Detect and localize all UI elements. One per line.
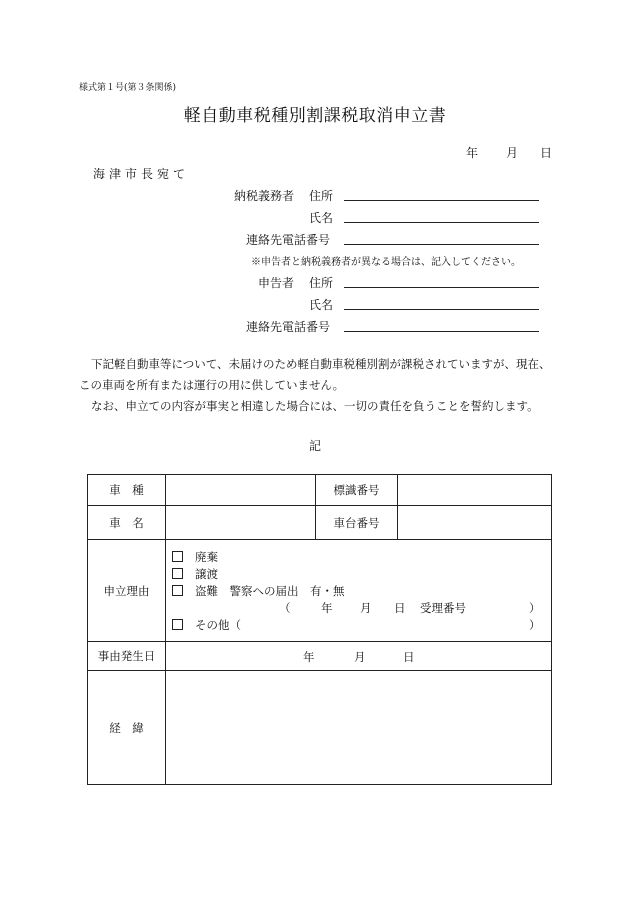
applicant-role-label: 申告者: [258, 276, 295, 290]
form-number: 様式第１号(第３条関係): [79, 83, 177, 93]
applicant-name-field[interactable]: [344, 309, 539, 310]
application-table: [87, 474, 552, 785]
ki-heading: 記: [308, 439, 321, 453]
applicant-name-label: 氏名: [309, 298, 334, 312]
theft-day-label: 日: [394, 600, 406, 615]
reason-other-row: [166, 617, 551, 634]
other-close: ）: [529, 617, 541, 632]
reason-scrap-checkbox[interactable]: [172, 551, 183, 562]
theft-receipt-label: 受理番号: [420, 600, 466, 615]
applicant-address-label: 住所: [309, 276, 334, 290]
plate-number-label: 標識番号: [316, 475, 398, 506]
applicant-address-field[interactable]: [344, 287, 539, 288]
taxpayer-phone-label: 連絡先電話番号: [246, 233, 331, 247]
occurrence-month-label: 月: [354, 650, 366, 664]
reason-other-label: その他（: [195, 617, 241, 632]
reason-options: [166, 540, 552, 642]
note-text: ※申告者と納税義務者が異なる場合は、記入してください。: [251, 257, 521, 268]
reason-theft-label: 盗難 警察への届出 有・無: [195, 583, 345, 598]
occurrence-date-label: 事由発生日: [88, 642, 166, 671]
taxpayer-role-label: 納税義務者: [234, 189, 295, 203]
applicant-phone-label: 連絡先電話番号: [246, 320, 331, 334]
body-paragraph-1: 下記軽自動車等について、未届けのため軽自動車税種別割が課税されていますが、現在、この車両を所有または運行の用に供していません。: [79, 357, 551, 392]
reason-theft-row: [166, 583, 551, 600]
applicant-phone-field[interactable]: [344, 331, 539, 332]
taxpayer-phone-field[interactable]: [344, 244, 539, 245]
circumstances-field[interactable]: [166, 671, 552, 785]
theft-month-label: 月: [360, 600, 372, 615]
taxpayer-address-field[interactable]: [344, 200, 539, 201]
occurrence-date-field[interactable]: [166, 642, 552, 671]
reason-transfer-row: [166, 566, 551, 583]
reason-scrap-row: [166, 549, 551, 566]
taxpayer-name-label: 氏名: [309, 211, 334, 225]
plate-number-field[interactable]: [398, 475, 552, 506]
reason-transfer-label: 譲渡: [195, 566, 218, 581]
chassis-number-label: 車台番号: [316, 506, 398, 540]
date-day-label: 日: [540, 146, 553, 160]
chassis-number-field[interactable]: [398, 506, 552, 540]
reason-other-checkbox[interactable]: [172, 619, 183, 630]
reason-theft-detail-row: [166, 600, 551, 617]
date-month-label: 月: [506, 146, 519, 160]
vehicle-type-field[interactable]: [166, 475, 316, 506]
occurrence-day-label: 日: [403, 650, 415, 664]
date-year-label: 年: [466, 146, 479, 160]
taxpayer-address-label: 住所: [309, 189, 334, 203]
body-paragraph-2: なお、申立ての内容が事実と相違した場合には、一切の責任を負うことを誓約します。: [91, 399, 539, 413]
reason-transfer-checkbox[interactable]: [172, 568, 183, 579]
addressee: 海津市長宛て: [93, 167, 190, 181]
reason-label: 申立理由: [88, 540, 166, 642]
theft-detail-close: ）: [529, 600, 541, 615]
vehicle-name-field[interactable]: [166, 506, 316, 540]
occurrence-year-label: 年: [303, 650, 315, 664]
vehicle-name-label: 車 名: [88, 506, 166, 540]
page-title: 軽自動車税種別割課税取消申立書: [183, 106, 447, 126]
reason-scrap-label: 廃棄: [195, 549, 218, 564]
theft-year-label: 年: [321, 600, 333, 615]
circumstances-label: 経 緯: [88, 671, 166, 785]
reason-theft-checkbox[interactable]: [172, 585, 183, 596]
theft-detail-open: （: [279, 600, 291, 615]
taxpayer-name-field[interactable]: [344, 222, 539, 223]
vehicle-type-label: 車 種: [88, 475, 166, 506]
